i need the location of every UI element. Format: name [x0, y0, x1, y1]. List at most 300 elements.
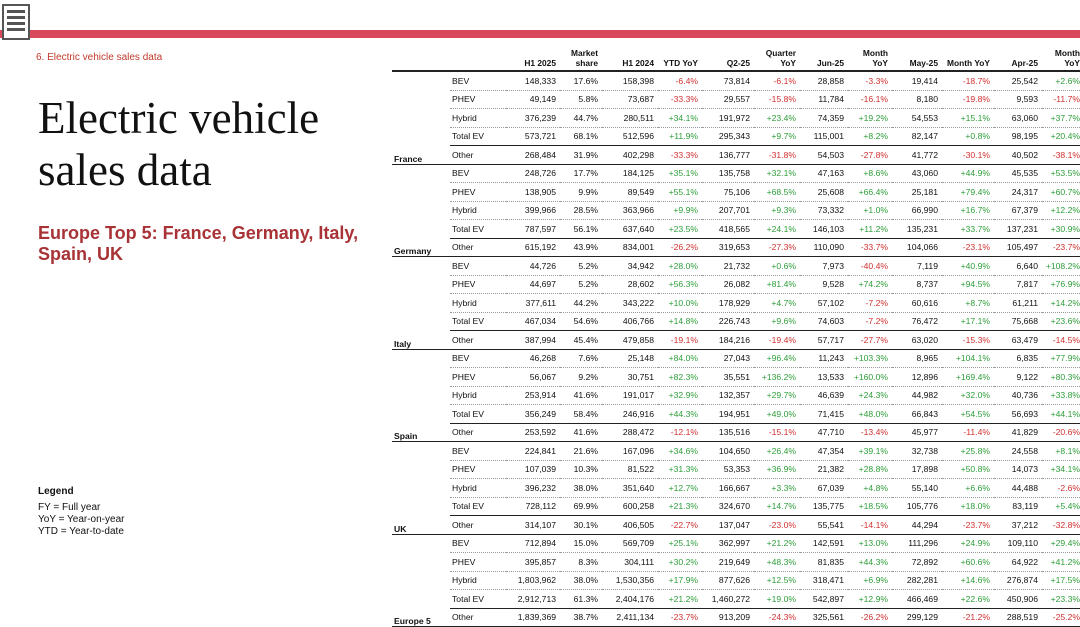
legend: [38, 486, 124, 538]
table-row: [392, 164, 1080, 183]
table-cell: 728,112: [506, 497, 560, 516]
table-cell: 54.6%: [560, 312, 602, 331]
table-cell: 136,777: [702, 146, 754, 165]
country-label: [392, 534, 450, 553]
table-cell: -23.1%: [942, 238, 994, 257]
table-cell: 9,593: [994, 90, 1042, 109]
table-cell: 226,743: [702, 312, 754, 331]
table-row: [392, 238, 1080, 257]
table-cell: 325,561: [800, 608, 848, 627]
table-cell: +32.1%: [754, 164, 800, 183]
table-cell: 913,209: [702, 608, 754, 627]
country-label: [392, 368, 450, 387]
country-label: [392, 275, 450, 294]
table-cell: +34.1%: [1042, 460, 1080, 479]
table-cell: 58.4%: [560, 405, 602, 424]
table-cell: 45.4%: [560, 331, 602, 350]
table-cell: 8,180: [892, 90, 942, 109]
table-cell: 41.6%: [560, 423, 602, 442]
country-label: [392, 90, 450, 109]
table-cell: -20.6%: [1042, 423, 1080, 442]
table-cell: 9.9%: [560, 183, 602, 202]
table-cell: +103.3%: [848, 349, 892, 368]
table-body: [392, 71, 1080, 627]
column-header: [450, 44, 506, 71]
table-cell: -7.2%: [848, 294, 892, 313]
table-cell: +19.0%: [754, 590, 800, 609]
table-cell: 17.7%: [560, 164, 602, 183]
table-cell: +33.8%: [1042, 386, 1080, 405]
table-cell: 5.2%: [560, 257, 602, 276]
segment-label: Total EV: [450, 312, 506, 331]
table-cell: +36.9%: [754, 460, 800, 479]
table-cell: 11,784: [800, 90, 848, 109]
table-row: [392, 220, 1080, 239]
segment-label: Hybrid: [450, 571, 506, 590]
table-cell: +21.2%: [658, 590, 702, 609]
table-cell: 318,471: [800, 571, 848, 590]
table-cell: 110,090: [800, 238, 848, 257]
table-cell: +16.7%: [942, 201, 994, 220]
table-cell: 44,726: [506, 257, 560, 276]
table-cell: -15.8%: [754, 90, 800, 109]
table-cell: +30.9%: [1042, 220, 1080, 239]
table-cell: 19,414: [892, 71, 942, 90]
table-cell: +56.3%: [658, 275, 702, 294]
table-cell: 41,829: [994, 423, 1042, 442]
legend-item: YTD = Year-to-date: [38, 526, 124, 537]
table-cell: 14,073: [994, 460, 1042, 479]
table-cell: 107,039: [506, 460, 560, 479]
segment-label: PHEV: [450, 183, 506, 202]
table-cell: +1.0%: [848, 201, 892, 220]
table-cell: 184,125: [602, 164, 658, 183]
table-row: [392, 386, 1080, 405]
segment-label: Other: [450, 238, 506, 257]
legend-item: YoY = Year-on-year: [38, 514, 125, 525]
country-label: [392, 220, 450, 239]
column-header: H1 2025: [506, 44, 560, 71]
table-cell: -31.8%: [754, 146, 800, 165]
table-cell: 57,717: [800, 331, 848, 350]
table-cell: 37,212: [994, 516, 1042, 535]
table-cell: 304,111: [602, 553, 658, 572]
table-cell: +23.6%: [1042, 312, 1080, 331]
table-cell: +23.4%: [754, 109, 800, 128]
table-cell: -27.3%: [754, 238, 800, 257]
table-cell: -23.7%: [942, 516, 994, 535]
table-cell: 207,701: [702, 201, 754, 220]
table-cell: 356,249: [506, 405, 560, 424]
table-cell: +34.6%: [658, 442, 702, 461]
table-row: [392, 90, 1080, 109]
table-cell: -25.2%: [1042, 608, 1080, 627]
table-cell: 74,603: [800, 312, 848, 331]
table-cell: +76.9%: [1042, 275, 1080, 294]
table-cell: 30,751: [602, 368, 658, 387]
table-cell: 253,592: [506, 423, 560, 442]
table-cell: 7.6%: [560, 349, 602, 368]
table-cell: 72,892: [892, 553, 942, 572]
table-cell: -14.5%: [1042, 331, 1080, 350]
table-cell: +22.6%: [942, 590, 994, 609]
table-cell: +12.5%: [754, 571, 800, 590]
table-cell: -14.1%: [848, 516, 892, 535]
table-cell: +108.2%: [1042, 257, 1080, 276]
table-cell: 314,107: [506, 516, 560, 535]
table-cell: -22.7%: [658, 516, 702, 535]
table-cell: 167,096: [602, 442, 658, 461]
table-cell: -19.8%: [942, 90, 994, 109]
table-cell: 637,640: [602, 220, 658, 239]
table-cell: +17.9%: [658, 571, 702, 590]
table-cell: 10.3%: [560, 460, 602, 479]
segment-label: Other: [450, 516, 506, 535]
table-cell: 7,973: [800, 257, 848, 276]
table-cell: 299,129: [892, 608, 942, 627]
table-cell: 66,990: [892, 201, 942, 220]
table-cell: +2.6%: [1042, 71, 1080, 90]
table-cell: 45,535: [994, 164, 1042, 183]
table-cell: -12.1%: [658, 423, 702, 442]
table-row: [392, 109, 1080, 128]
table-cell: +0.6%: [754, 257, 800, 276]
table-cell: 512,596: [602, 127, 658, 146]
table-cell: +21.3%: [658, 497, 702, 516]
table-cell: 9,528: [800, 275, 848, 294]
table-cell: +24.3%: [848, 386, 892, 405]
table-cell: 34,942: [602, 257, 658, 276]
table-row: [392, 553, 1080, 572]
table-cell: +68.5%: [754, 183, 800, 202]
table-cell: 61,211: [994, 294, 1042, 313]
table-cell: +25.8%: [942, 442, 994, 461]
table-cell: -26.2%: [658, 238, 702, 257]
country-label: [392, 312, 450, 331]
table-cell: +11.9%: [658, 127, 702, 146]
table-cell: 54,553: [892, 109, 942, 128]
table-cell: -33.3%: [658, 90, 702, 109]
table-cell: 64,922: [994, 553, 1042, 572]
column-header: [392, 44, 450, 71]
segment-label: Hybrid: [450, 294, 506, 313]
segment-label: PHEV: [450, 368, 506, 387]
segment-label: Total EV: [450, 405, 506, 424]
table-cell: +19.2%: [848, 109, 892, 128]
segment-label: Other: [450, 146, 506, 165]
table-cell: 44,982: [892, 386, 942, 405]
table-cell: 7,817: [994, 275, 1042, 294]
table-cell: 466,469: [892, 590, 942, 609]
table-cell: 615,192: [506, 238, 560, 257]
table-row: [392, 479, 1080, 498]
segment-label: BEV: [450, 534, 506, 553]
table-cell: 135,516: [702, 423, 754, 442]
table-cell: 56,693: [994, 405, 1042, 424]
table-cell: +104.1%: [942, 349, 994, 368]
table-cell: +14.8%: [658, 312, 702, 331]
table-cell: 53,353: [702, 460, 754, 479]
table-cell: +37.7%: [1042, 109, 1080, 128]
table-cell: +5.4%: [1042, 497, 1080, 516]
table-cell: 40,736: [994, 386, 1042, 405]
table-cell: 109,110: [994, 534, 1042, 553]
country-label: [392, 257, 450, 276]
table-cell: 376,239: [506, 109, 560, 128]
table-cell: +160.0%: [848, 368, 892, 387]
table-cell: 28,858: [800, 71, 848, 90]
table-cell: +77.9%: [1042, 349, 1080, 368]
table-cell: 406,766: [602, 312, 658, 331]
table-cell: 25,148: [602, 349, 658, 368]
table-cell: -15.1%: [754, 423, 800, 442]
table-cell: +24.1%: [754, 220, 800, 239]
table-cell: 43.9%: [560, 238, 602, 257]
table-cell: 418,565: [702, 220, 754, 239]
column-header: Market share: [560, 44, 602, 71]
table-cell: 12,896: [892, 368, 942, 387]
table-cell: 194,951: [702, 405, 754, 424]
table-cell: 7,119: [892, 257, 942, 276]
table-row: [392, 423, 1080, 442]
table-cell: 115,001: [800, 127, 848, 146]
table-cell: -27.7%: [848, 331, 892, 350]
table-cell: 295,343: [702, 127, 754, 146]
table-cell: +17.1%: [942, 312, 994, 331]
table-cell: +44.1%: [1042, 405, 1080, 424]
table-cell: +8.6%: [848, 164, 892, 183]
table-cell: 1,530,356: [602, 571, 658, 590]
table-cell: 17,898: [892, 460, 942, 479]
table-cell: 268,484: [506, 146, 560, 165]
segment-label: BEV: [450, 71, 506, 90]
table-cell: 834,001: [602, 238, 658, 257]
table-cell: 56,067: [506, 368, 560, 387]
table-row: [392, 275, 1080, 294]
table-cell: +33.7%: [942, 220, 994, 239]
table-cell: +29.4%: [1042, 534, 1080, 553]
table-row: [392, 534, 1080, 553]
table-cell: 45,977: [892, 423, 942, 442]
table-cell: +94.5%: [942, 275, 994, 294]
table-cell: -23.7%: [1042, 238, 1080, 257]
table-row: [392, 294, 1080, 313]
table-cell: 61.3%: [560, 590, 602, 609]
table-cell: 89,549: [602, 183, 658, 202]
table-cell: 21,732: [702, 257, 754, 276]
table-row: [392, 127, 1080, 146]
table-cell: +79.4%: [942, 183, 994, 202]
table-cell: +35.1%: [658, 164, 702, 183]
table-cell: -32.8%: [1042, 516, 1080, 535]
table-cell: 82,147: [892, 127, 942, 146]
table-cell: +54.5%: [942, 405, 994, 424]
table-cell: +82.3%: [658, 368, 702, 387]
header-accent-bar: [0, 30, 1080, 38]
table-cell: 137,231: [994, 220, 1042, 239]
table-cell: -30.1%: [942, 146, 994, 165]
table-cell: +66.4%: [848, 183, 892, 202]
column-header: Month YoY: [848, 44, 892, 71]
page-subtitle: Europe Top 5: France, Germany, Italy, Spain, UK: [38, 223, 359, 264]
country-label: [392, 497, 450, 516]
table-row: [392, 608, 1080, 627]
table-cell: 21.6%: [560, 442, 602, 461]
table-cell: 569,709: [602, 534, 658, 553]
table-cell: 17.6%: [560, 71, 602, 90]
table-cell: 6,640: [994, 257, 1042, 276]
table-cell: -16.1%: [848, 90, 892, 109]
table-cell: 41,772: [892, 146, 942, 165]
country-label: [392, 590, 450, 609]
country-label: [392, 164, 450, 183]
table-cell: +26.4%: [754, 442, 800, 461]
table-cell: 253,914: [506, 386, 560, 405]
table-cell: +4.7%: [754, 294, 800, 313]
country-label: [392, 405, 450, 424]
segment-label: Hybrid: [450, 201, 506, 220]
table-row: [392, 460, 1080, 479]
segment-label: BEV: [450, 442, 506, 461]
table-cell: 73,687: [602, 90, 658, 109]
table-cell: +32.0%: [942, 386, 994, 405]
segment-label: BEV: [450, 349, 506, 368]
table-cell: +9.7%: [754, 127, 800, 146]
table-cell: 8,965: [892, 349, 942, 368]
table-cell: 2,411,134: [602, 608, 658, 627]
table-cell: 132,357: [702, 386, 754, 405]
table-row: [392, 257, 1080, 276]
table-cell: +10.0%: [658, 294, 702, 313]
table-cell: 479,858: [602, 331, 658, 350]
table-cell: +8.7%: [942, 294, 994, 313]
table-cell: 248,726: [506, 164, 560, 183]
table-cell: -24.3%: [754, 608, 800, 627]
table-cell: 8,737: [892, 275, 942, 294]
table-cell: 146,103: [800, 220, 848, 239]
table-cell: -6.1%: [754, 71, 800, 90]
column-header: Month YoY: [1042, 44, 1080, 71]
table-cell: +29.7%: [754, 386, 800, 405]
table-cell: 25,181: [892, 183, 942, 202]
table-cell: 362,997: [702, 534, 754, 553]
table-cell: 600,258: [602, 497, 658, 516]
table-cell: -7.2%: [848, 312, 892, 331]
table-cell: +60.7%: [1042, 183, 1080, 202]
table-cell: 111,296: [892, 534, 942, 553]
table-cell: 66,843: [892, 405, 942, 424]
table-cell: 21,382: [800, 460, 848, 479]
country-label: [392, 109, 450, 128]
table-cell: +60.6%: [942, 553, 994, 572]
table-cell: +8.1%: [1042, 442, 1080, 461]
table-cell: +84.0%: [658, 349, 702, 368]
table-cell: 1,460,272: [702, 590, 754, 609]
country-label: Europe 5: [392, 608, 450, 627]
table-cell: 38.0%: [560, 571, 602, 590]
column-header: Q2-25: [702, 44, 754, 71]
table-row: [392, 368, 1080, 387]
table-cell: 63,479: [994, 331, 1042, 350]
table-cell: 467,034: [506, 312, 560, 331]
table-cell: 9,122: [994, 368, 1042, 387]
table-cell: 184,216: [702, 331, 754, 350]
ev-sales-table-container: [392, 44, 1080, 627]
table-cell: 5.2%: [560, 275, 602, 294]
table-cell: +9.9%: [658, 201, 702, 220]
table-cell: +15.1%: [942, 109, 994, 128]
table-cell: 450,906: [994, 590, 1042, 609]
table-row: [392, 183, 1080, 202]
table-cell: -33.3%: [658, 146, 702, 165]
table-cell: 351,640: [602, 479, 658, 498]
table-cell: +18.0%: [942, 497, 994, 516]
segment-label: Hybrid: [450, 109, 506, 128]
table-cell: 137,047: [702, 516, 754, 535]
table-cell: 191,017: [602, 386, 658, 405]
table-cell: 81,835: [800, 553, 848, 572]
table-cell: +9.3%: [754, 201, 800, 220]
table-cell: 75,106: [702, 183, 754, 202]
table-cell: +32.9%: [658, 386, 702, 405]
table-cell: 68.1%: [560, 127, 602, 146]
table-cell: -26.2%: [848, 608, 892, 627]
table-cell: 8.3%: [560, 553, 602, 572]
segment-label: Total EV: [450, 127, 506, 146]
table-cell: +20.4%: [1042, 127, 1080, 146]
table-cell: -21.2%: [942, 608, 994, 627]
country-label: [392, 479, 450, 498]
segment-label: Hybrid: [450, 386, 506, 405]
table-cell: 71,415: [800, 405, 848, 424]
table-cell: 542,897: [800, 590, 848, 609]
table-cell: 104,650: [702, 442, 754, 461]
table-cell: 712,894: [506, 534, 560, 553]
table-cell: 47,354: [800, 442, 848, 461]
table-cell: 73,814: [702, 71, 754, 90]
table-cell: +48.0%: [848, 405, 892, 424]
segment-label: Other: [450, 331, 506, 350]
table-cell: 276,874: [994, 571, 1042, 590]
segment-label: BEV: [450, 164, 506, 183]
country-label: Italy: [392, 331, 450, 350]
table-cell: 396,232: [506, 479, 560, 498]
table-cell: 282,281: [892, 571, 942, 590]
table-cell: -2.6%: [1042, 479, 1080, 498]
table-cell: +12.9%: [848, 590, 892, 609]
country-label: [392, 71, 450, 90]
table-cell: +50.8%: [942, 460, 994, 479]
table-cell: +12.2%: [1042, 201, 1080, 220]
table-cell: 406,505: [602, 516, 658, 535]
table-cell: +21.2%: [754, 534, 800, 553]
table-cell: +169.4%: [942, 368, 994, 387]
table-row: [392, 146, 1080, 165]
table-cell: 28,602: [602, 275, 658, 294]
table-cell: 75,668: [994, 312, 1042, 331]
table-cell: 178,929: [702, 294, 754, 313]
table-cell: 47,163: [800, 164, 848, 183]
table-cell: 191,972: [702, 109, 754, 128]
table-cell: 105,497: [994, 238, 1042, 257]
table-cell: 877,626: [702, 571, 754, 590]
segment-label: Other: [450, 423, 506, 442]
table-cell: 24,317: [994, 183, 1042, 202]
column-header: Apr-25: [994, 44, 1042, 71]
table-cell: +18.5%: [848, 497, 892, 516]
table-cell: 44,697: [506, 275, 560, 294]
table-cell: 63,020: [892, 331, 942, 350]
